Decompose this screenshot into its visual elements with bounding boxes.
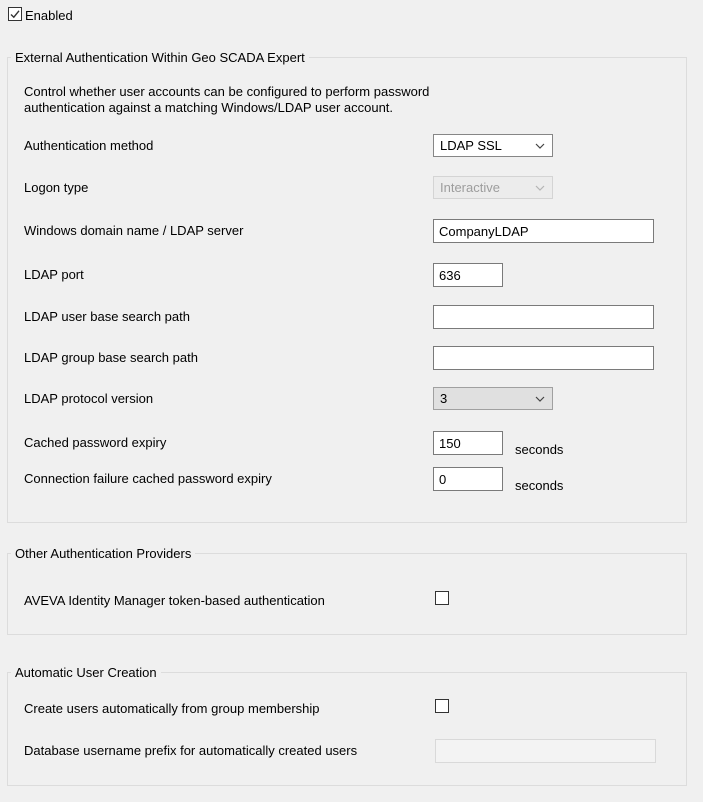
ldap-port-label: LDAP port [24,267,84,282]
conn-fail-expiry-unit: seconds [515,478,564,493]
enabled-checkbox-label: Enabled [25,8,73,23]
aveva-idm-label: AVEVA Identity Manager token-based authentication [24,593,325,608]
external-auth-description-line2: authentication against a matching Windows/LDAP user account. [24,100,394,115]
domain-name-input[interactable] [433,219,654,243]
authentication-method-value: LDAP SSL [440,138,502,153]
chevron-down-icon [535,185,545,191]
cached-expiry-input[interactable] [433,431,503,455]
create-users-checkbox[interactable] [435,699,449,713]
auto-user-creation-group-title: Automatic User Creation [11,665,161,680]
group-base-path-input[interactable] [433,346,654,370]
logon-type-value: Interactive [440,180,500,195]
domain-name-label: Windows domain name / LDAP server [24,223,244,238]
other-providers-group-title: Other Authentication Providers [11,546,195,561]
logon-type-dropdown [433,176,553,199]
aveva-idm-checkbox[interactable] [435,591,449,605]
external-auth-groupbox [7,50,687,523]
authentication-method-label: Authentication method [24,138,154,153]
conn-fail-expiry-label: Connection failure cached password expiry [24,471,272,486]
conn-fail-expiry-input[interactable] [433,467,503,491]
external-auth-description-line1: Control whether user accounts can be configured to perform password [24,84,430,99]
logon-type-label: Logon type [24,180,89,195]
user-base-path-label: LDAP user base search path [24,309,190,324]
checkmark-icon [9,8,21,20]
chevron-down-icon [535,396,545,402]
group-base-path-label: LDAP group base search path [24,350,198,365]
authentication-method-dropdown[interactable] [433,134,553,157]
protocol-version-label: LDAP protocol version [24,391,154,406]
enabled-checkbox[interactable] [8,7,22,21]
external-auth-group-title: External Authentication Within Geo SCADA Expert [11,50,309,65]
user-base-path-input[interactable] [433,305,654,329]
protocol-version-dropdown[interactable] [433,387,553,410]
auto-user-creation-groupbox [7,665,687,786]
cached-expiry-unit: seconds [515,442,564,457]
ldap-port-input[interactable] [433,263,503,287]
username-prefix-input [435,739,656,763]
username-prefix-label: Database username prefix for automatically created users [24,743,358,758]
chevron-down-icon [535,143,545,149]
other-providers-groupbox [7,546,687,635]
create-users-label: Create users automatically from group membership [24,701,320,716]
cached-expiry-label: Cached password expiry [24,435,167,450]
protocol-version-value: 3 [440,391,448,406]
